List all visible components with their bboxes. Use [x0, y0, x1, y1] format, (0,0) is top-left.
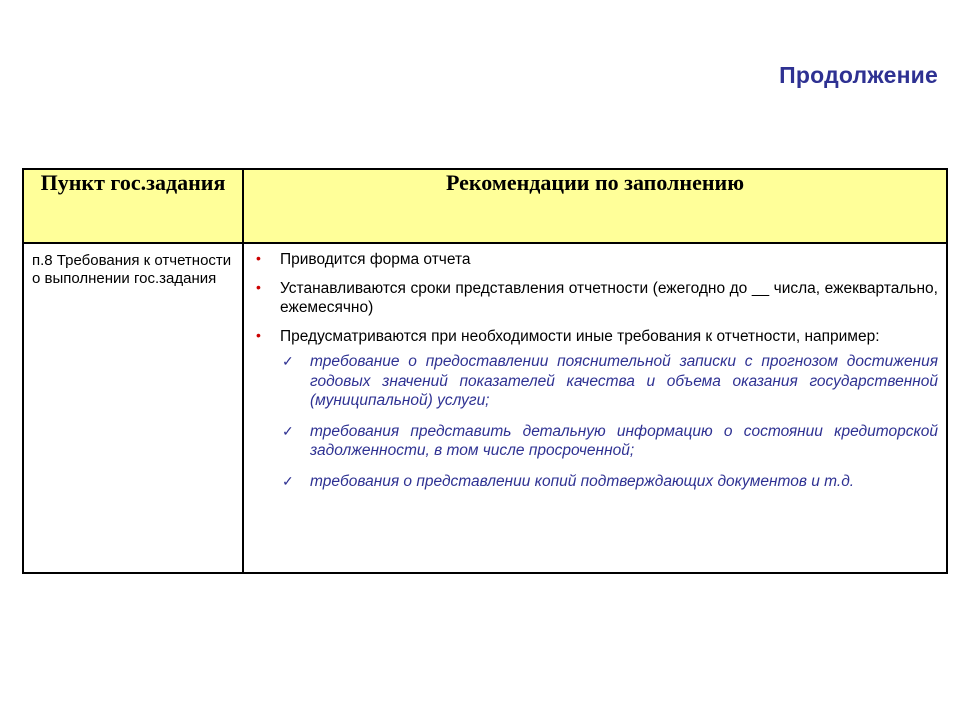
- checkmark-icon: ✓: [282, 472, 294, 489]
- item-cell: п.8 Требования к отчетности о выполнении гос.задания: [23, 243, 243, 573]
- sub-item: [252, 472, 938, 492]
- sub-item-text: требования о представлении копий подтверждающих документов и т.д.: [310, 472, 855, 490]
- bullet-text: Устанавливаются сроки представления отчетности (ежегодно до __ числа, ежеквартально, ежемесячно): [280, 280, 938, 316]
- sub-item: [252, 352, 938, 411]
- sub-item-text: требование о предоставлении пояснительной записки с прогнозом достижения годовых значений показателей качества и объема оказания государственной (муниципальной) услуги;: [310, 353, 938, 409]
- bullet-dot-icon: •: [256, 327, 261, 343]
- header-item-column: Пункт гос.задания: [23, 169, 243, 243]
- table-header-row: [23, 169, 947, 243]
- bullet-dot-icon: •: [256, 250, 261, 266]
- sub-item-list: [280, 352, 938, 491]
- checkmark-icon: ✓: [282, 422, 294, 439]
- bullet-item: [252, 250, 938, 269]
- bullet-list: [252, 250, 938, 491]
- sub-item: [252, 422, 938, 461]
- slide-title: Продолжение: [779, 62, 938, 88]
- bullet-item: [252, 327, 938, 491]
- bullet-text: Предусматриваются при необходимости иные требования к отчетности, например:: [280, 328, 880, 345]
- requirements-table: [22, 168, 948, 574]
- bullet-item: [252, 279, 938, 317]
- bullet-dot-icon: •: [256, 279, 261, 295]
- table-row: [23, 243, 947, 573]
- sub-item-text: требования представить детальную информацию о состоянии кредиторской задолженности, в том числе просроченной;: [310, 422, 938, 459]
- recommendations-cell: [243, 243, 947, 573]
- bullet-text: Приводится форма отчета: [280, 251, 471, 268]
- header-recommendations-column: Рекомендации по заполнению: [243, 169, 947, 243]
- checkmark-icon: ✓: [282, 353, 294, 369]
